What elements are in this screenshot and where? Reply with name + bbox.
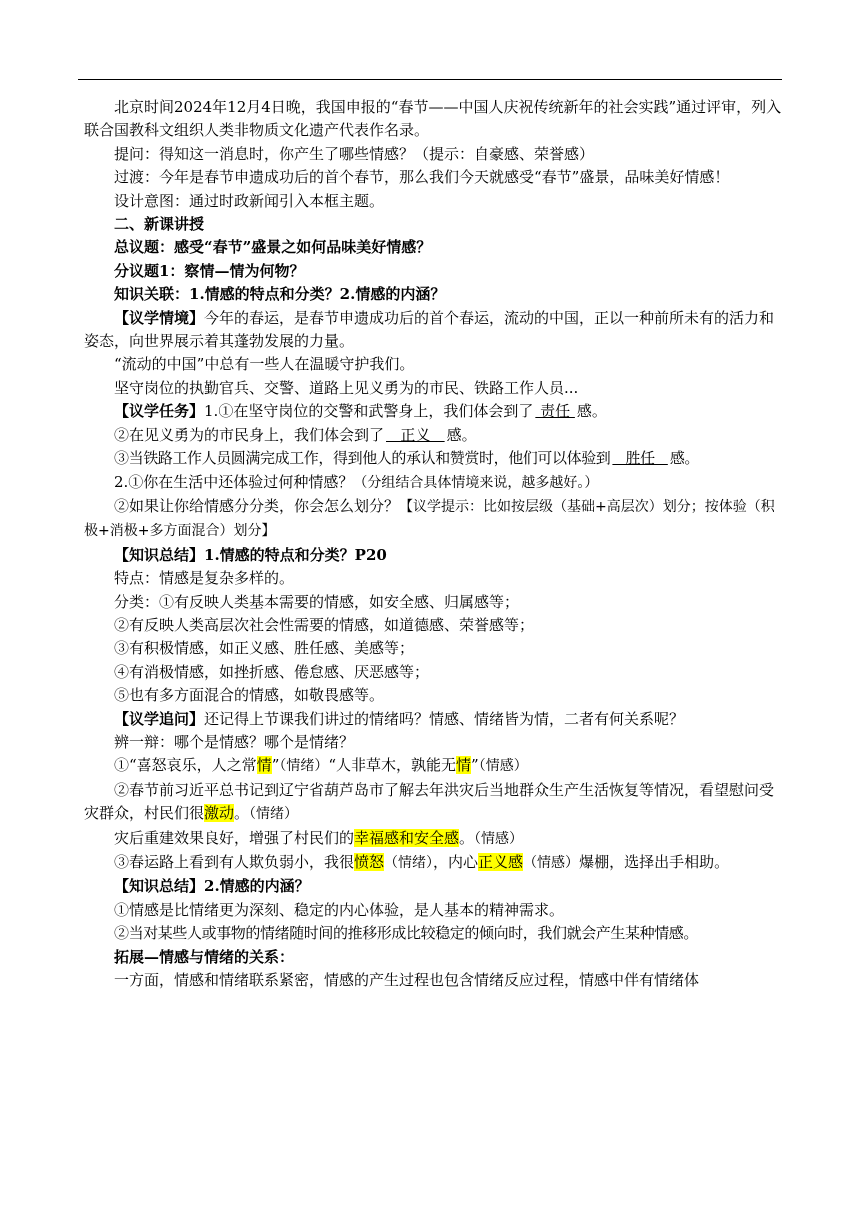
example-note: （情感） [523,855,580,871]
summary1-category: ③有积极情感，如正义感、胜任感、美感等； [114,639,415,658]
example-note: （情感） [474,830,524,847]
extension-text: 一方面，情感和情绪联系紧密，情感的产生过程也包含情绪反应过程，情感中伴有情绪体 [114,971,700,990]
summary-tag: 【知识总结】 [114,545,205,564]
highlight: 激动 [204,804,235,823]
task-tag: 【议学任务】 [114,402,205,421]
example-text: ②春节前习近平总书记到辽宁省葫芦岛市了解去年洪灾后当地群众生产生活恢复等情况，看望慰问受灾群众，村民们很 [84,780,775,823]
main-topic: 总议题：感受“春节”盛景之如何品味美好情感？ [114,238,432,257]
intro-transition: 过渡：今年是春节申遗成功后的首个春节，那么我们今天就感受“春节”盛景，品味美好情感！ [114,168,730,187]
task-text: ③当铁路工作人员圆满完成工作，得到他人的承认和赞赏时，他们可以体验到 [114,449,611,468]
task-q1b [84,424,782,447]
knowledge-links: 知识关联：1.情感的特点和分类？2.情感的内涵？ [114,285,446,304]
example-text: ” [271,756,280,775]
highlight: 愤怒 [354,853,385,871]
example-note: （情感） [478,758,528,775]
answer-blank: 正义 [386,425,445,444]
example-note: （情绪） [384,855,434,871]
task-text: 2.①你在生活中还体验过何种情感？ [114,472,354,491]
summary1-feature: 特点：情感是复杂多样的。 [114,569,295,588]
scenario-tag: 【议学情境】 [114,308,205,327]
summary-title: 1.情感的特点和分类？P20 [204,545,387,564]
summary-title: 2.情感的内涵？ [204,877,310,896]
highlight: 幸福感和安全感 [354,828,460,847]
scenario-line: 坚守岗位的执勤官兵、交警、道路上见义勇为的市民、铁路工作人员... [114,378,579,397]
example-note: （情绪） [249,806,299,823]
example-1 [84,754,782,778]
example-text: 。 [234,804,250,823]
task-hint: 【议学提示：比如按层级（基础+高层次）划分；按体验（积极+消极+多方面混合）划分】 [84,498,775,540]
followup-question [84,708,782,731]
example-text: 。 [459,828,475,847]
intro-news: 北京时间2024年12月4日晚，我国申报的“春节——中国人庆祝传统新年的社会实践”通过评审，列入联合国教科文组织人类非物质文化遗产代表作名录。 [84,98,782,140]
highlight: 情 [256,756,272,775]
scenario-line: “流动的中国”中总有一些人在温暖守护我们。 [114,355,415,374]
example-2 [84,779,782,827]
summary2-line: ②当对某些人或事物的情绪随时间的推移形成比较稳定的倾向时，我们就会产生某种情感。 [114,924,699,943]
example-text: ①“喜怒哀乐，人之常 [114,756,257,775]
document-body [84,96,782,992]
extension-heading: 拓展—情感与情绪的关系： [114,947,295,966]
example-3 [84,851,782,875]
example-text: 爆棚，选择出手相助。 [579,853,730,871]
task-q2a [84,471,782,495]
example-text: ” [471,756,479,775]
task-q2b [84,495,782,544]
example-text: “人非草木，孰能无 [328,756,457,775]
task-q1c [84,447,782,470]
task-text: ②如果让你给情感分分类，你会怎么划分？ [114,496,400,515]
section-heading: 二、新课讲授 [114,215,205,234]
task-text: ②在见义勇为的市民身上，我们体会到了 [114,425,385,444]
task-text: 1.①在坚守岗位的交警和武警身上，我们体会到了 [204,402,534,421]
debate-prompt: 辨一辩：哪个是情感？哪个是情绪？ [114,732,355,751]
task-text: 感。 [669,449,700,468]
summary1-category: 分类：①有反映人类基本需要的情感，如安全感、归属感等； [114,592,520,611]
header-rule [78,79,782,80]
task-q1a [84,400,782,423]
scenario-paragraph [84,307,782,354]
scenario-text: 今年的春运，是春节申遗成功后的首个春运，流动的中国，正以一种前所未有的活力和姿态，向世界展示着其蓬勃发展的力量。 [84,308,775,351]
sub-topic: 分议题1：察情—情为何物？ [114,261,305,280]
summary2-title [84,875,782,898]
example-text: ，内心 [433,853,479,871]
summary-tag: 【知识总结】 [114,877,205,896]
example-2-cont [84,827,782,851]
followup-tag: 【议学追问】 [114,709,205,728]
summary1-category: ④有消极情感，如挫折感、倦怠感、厌恶感等； [114,662,430,681]
summary1-category: ⑤也有多方面混合的情感，如敬畏感等。 [114,686,385,705]
task-text: 感。 [446,425,477,444]
summary1-category: ②有反映人类高层次社会性需要的情感，如道德感、荣誉感等； [114,615,535,634]
highlight: 情 [456,756,472,775]
design-intent: 设计意图：通过时政新闻引入本框主题。 [114,191,385,210]
highlight: 正义感 [478,853,524,871]
task-text: 感。 [576,402,607,421]
intro-question: 提问：得知这一消息时，你产生了哪些情感？（提示：自豪感、荣誉感） [114,144,595,163]
answer-blank: 责任 [535,402,575,421]
summary2-line: ①情感是比情绪更为深刻、稳定的内心体验，是人基本的精神需求。 [114,900,565,919]
task-note: （分组结合具体情境来说，越多越好。） [353,474,599,491]
example-note: （情绪） [279,758,329,775]
followup-text: 还记得上节课我们讲过的情绪吗？情感、情绪皆为情，二者有何关系呢？ [204,709,685,728]
summary1-title [84,544,782,567]
example-text: 灾后重建效果良好，增强了村民们的 [114,828,355,847]
answer-blank: 胜任 [612,449,668,468]
example-text: ③春运路上看到有人欺负弱小，我很 [114,853,355,871]
